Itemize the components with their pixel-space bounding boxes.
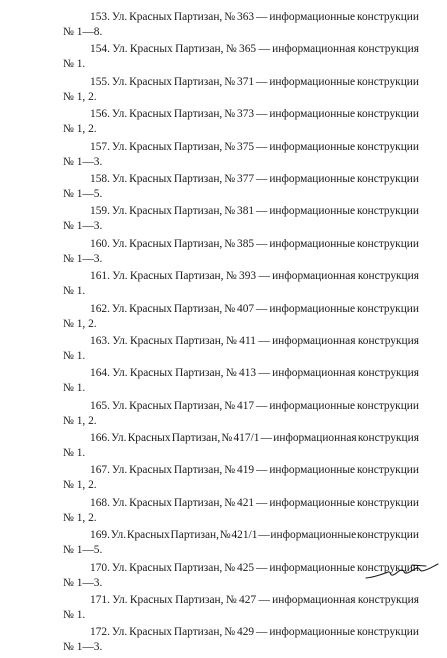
entry-word: Ул.	[111, 464, 128, 477]
entry-word: №	[224, 75, 236, 88]
entry-word: —	[256, 237, 268, 250]
entry-word: №	[224, 399, 236, 412]
entry-word: Красных	[129, 496, 172, 509]
entry-word: Ул.	[111, 11, 128, 23]
entry-word: Партизан,	[173, 140, 223, 153]
entry-word: 417	[237, 399, 255, 412]
entry-word: конструкция	[357, 432, 419, 445]
list-item	[63, 107, 419, 139]
entry-word: №	[224, 11, 236, 23]
entry-word: 363	[237, 11, 255, 23]
entry-word: №	[225, 270, 237, 283]
entry-line	[63, 463, 419, 478]
list-item	[63, 593, 419, 625]
entry-word: —	[256, 399, 268, 412]
entry-word: конструкции	[357, 399, 419, 412]
list-item	[63, 528, 419, 560]
entry-word: информационные	[269, 205, 356, 218]
entry-word: Красных	[126, 529, 170, 542]
entry-word: —	[258, 367, 270, 380]
entry-word: 172.	[90, 626, 110, 639]
entry-word: №	[225, 367, 237, 380]
entry-word: №	[225, 43, 237, 56]
entry-word: информационные	[269, 561, 356, 574]
entry-word: Красных	[129, 140, 172, 153]
entry-continuation: № 1—8.	[63, 26, 103, 38]
entry-word: —	[256, 11, 268, 23]
entry-word: 425	[237, 561, 255, 574]
entry-line	[63, 366, 419, 381]
entry-continuation: № 1, 2.	[63, 511, 97, 524]
entry-word: Ул.	[111, 205, 128, 218]
entry-word: 421/1	[231, 529, 258, 542]
entry-word: Партизан,	[173, 561, 223, 574]
entry-line	[63, 42, 419, 57]
entry-word: Красных	[129, 399, 172, 412]
entry-word: 365	[239, 43, 257, 56]
entry-continuation: № 1—3.	[63, 252, 103, 265]
entry-word: 429	[237, 626, 255, 639]
entry-word: Партизан,	[175, 43, 224, 56]
entry-word: №	[224, 108, 236, 121]
entry-continuation: № 1—3.	[63, 641, 103, 654]
entry-word: информационная	[272, 270, 356, 283]
entry-word: —	[256, 140, 268, 153]
entry-word: 171.	[90, 594, 110, 607]
entry-word: —	[256, 172, 268, 185]
entry-word: №	[224, 561, 236, 574]
entry-word: информационные	[269, 626, 356, 639]
list-item	[63, 269, 419, 301]
entry-continuation: № 1, 2.	[63, 123, 97, 136]
entry-word: —	[258, 334, 270, 347]
entry-word: Ул.	[111, 75, 128, 88]
entry-continuation: № 1.	[63, 349, 86, 362]
entry-word: Красных	[129, 75, 172, 88]
entry-line	[63, 107, 419, 122]
entry-word: Партизан,	[170, 529, 219, 542]
entry-word: информационная	[272, 594, 356, 607]
entry-word: Ул.	[112, 43, 128, 56]
entry-word: Партизан,	[173, 237, 223, 250]
entry-word: —	[256, 626, 268, 639]
entry-word: конструкция	[357, 43, 419, 56]
entry-word: Красных	[129, 11, 172, 23]
entry-word: Партизан,	[173, 205, 223, 218]
entry-word: информационные	[269, 11, 356, 23]
entry-word: 168.	[90, 496, 110, 509]
entry-word: информационные	[270, 529, 357, 542]
entry-word: Красных	[129, 108, 172, 121]
list-item	[63, 334, 419, 366]
entry-word: 154.	[90, 43, 110, 56]
list-item	[63, 302, 419, 334]
entry-word: 427	[239, 594, 257, 607]
entry-word: Красных	[129, 172, 172, 185]
entry-word: Ул.	[111, 302, 128, 315]
entry-word: Ул.	[112, 367, 128, 380]
entry-word: №	[224, 140, 236, 153]
entry-word: информационная	[273, 432, 357, 445]
entry-word: Ул.	[111, 496, 128, 509]
entry-word: Ул.	[111, 108, 128, 121]
entry-word: 159.	[90, 205, 110, 218]
entry-word: —	[256, 561, 268, 574]
entry-word: информационные	[269, 496, 356, 509]
list-item	[63, 463, 419, 495]
entry-word: 161.	[90, 270, 110, 283]
entry-line	[63, 237, 419, 252]
entry-line	[63, 204, 419, 219]
entry-line	[63, 496, 419, 511]
entry-word: —	[258, 43, 270, 56]
entry-line	[63, 399, 419, 414]
entry-word: информационные	[269, 172, 356, 185]
list-item	[63, 204, 419, 236]
entry-continuation: № 1—3.	[63, 155, 103, 168]
entry-word: 162.	[90, 302, 110, 315]
entry-word: №	[224, 237, 236, 250]
list-item	[63, 42, 419, 74]
entry-word: 164.	[90, 367, 110, 380]
entry-word: Партизан,	[173, 75, 223, 88]
entry-word: конструкции	[357, 108, 419, 121]
entry-word: 371	[237, 75, 255, 88]
entry-word: 167.	[90, 464, 110, 477]
signature-icon	[362, 562, 442, 580]
entry-word: 165.	[90, 399, 110, 412]
entry-word: Красных	[129, 205, 172, 218]
entry-word: информационная	[272, 334, 356, 347]
entry-word: Партизан,	[175, 594, 224, 607]
entry-word: —	[258, 529, 270, 542]
entry-continuation: № 1—5.	[63, 187, 103, 200]
entry-word: №	[224, 626, 236, 639]
entry-word: информационные	[269, 399, 356, 412]
entry-line	[63, 10, 419, 25]
entry-word: информационные	[269, 108, 356, 121]
entry-continuation: № 1—5.	[63, 544, 103, 557]
entry-word: Красных	[129, 270, 173, 283]
entry-word: 163.	[90, 334, 110, 347]
entry-continuation: № 1, 2.	[63, 90, 97, 103]
entry-word: 417/1	[233, 432, 260, 445]
entry-line	[63, 625, 419, 640]
entry-continuation: № 1—3.	[63, 576, 103, 589]
list-item	[63, 496, 419, 528]
entry-word: —	[256, 464, 268, 477]
entry-word: Ул.	[111, 626, 128, 639]
entry-word: конструкция	[357, 367, 419, 380]
entry-word: №	[224, 172, 236, 185]
entry-word: Партизан,	[175, 367, 224, 380]
entry-word: конструкции	[357, 529, 419, 542]
entry-word: Ул.	[111, 561, 128, 574]
entry-word: 158.	[90, 172, 110, 185]
entry-word: конструкция	[357, 270, 419, 283]
entry-word: конструкции	[357, 140, 419, 153]
entry-word: Партизан,	[173, 496, 223, 509]
entry-continuation: № 1, 2.	[63, 414, 97, 427]
entry-word: —	[260, 432, 273, 445]
list-item	[63, 399, 419, 431]
entry-word: Красных	[130, 334, 173, 347]
entry-word: 421	[237, 496, 255, 509]
entry-word: Партизан,	[175, 270, 224, 283]
entry-word: №	[224, 205, 236, 218]
entry-word: Партизан,	[173, 626, 223, 639]
entry-word: конструкции	[357, 205, 419, 218]
entry-word: 157.	[90, 140, 110, 153]
entry-word: 156.	[90, 108, 110, 121]
entry-word: Партизан,	[171, 432, 221, 445]
entry-word: конструкции	[357, 561, 419, 574]
entry-word: Ул.	[110, 529, 127, 542]
entry-word: Ул.	[111, 399, 128, 412]
list-item	[63, 431, 419, 463]
entry-line	[63, 140, 419, 155]
entry-word: конструкции	[357, 464, 419, 477]
entry-word: Партизан,	[175, 334, 224, 347]
entry-word: Красных	[129, 237, 172, 250]
entry-word: конструкции	[357, 172, 419, 185]
entry-continuation: № 1.	[63, 285, 86, 298]
entry-word: —	[256, 302, 268, 315]
entry-word: информационные	[269, 140, 356, 153]
entry-line	[63, 431, 419, 446]
entry-line	[63, 75, 419, 90]
entry-word: №	[225, 594, 237, 607]
entry-word: Ул.	[111, 237, 128, 250]
entry-word: Ул.	[112, 334, 128, 347]
entry-word: 160.	[90, 237, 110, 250]
entry-word: конструкции	[357, 237, 419, 250]
entry-word: информационные	[269, 464, 356, 477]
entry-continuation: № 1.	[63, 382, 86, 395]
list-item	[63, 10, 419, 42]
entry-word: №	[219, 529, 231, 542]
entry-word: конструкции	[357, 75, 419, 88]
entry-continuation: № 1.	[63, 447, 86, 460]
list-item	[63, 625, 419, 657]
entry-word: Красных	[129, 367, 173, 380]
list-item	[63, 237, 419, 269]
entry-word: Красных	[129, 561, 172, 574]
entry-continuation: № 1.	[63, 58, 86, 71]
entry-word: —	[256, 205, 268, 218]
entry-word: 381	[237, 205, 255, 218]
entry-line	[63, 334, 419, 349]
entry-list	[63, 10, 419, 658]
entry-word: 153.	[90, 11, 110, 23]
entry-word: 373	[237, 108, 255, 121]
entry-continuation: № 1—3.	[63, 220, 103, 233]
entry-word: информационные	[269, 75, 356, 88]
entry-word: 170.	[90, 561, 110, 574]
entry-word: конструкции	[357, 11, 419, 23]
entry-word: информационные	[269, 237, 356, 250]
entry-word: Ул.	[111, 432, 127, 445]
entry-word: Партизан,	[173, 302, 223, 315]
entry-word: —	[258, 270, 270, 283]
entry-word: Ул.	[112, 594, 128, 607]
list-item	[63, 75, 419, 107]
entry-word: Ул.	[112, 270, 128, 283]
entry-word: 377	[237, 172, 255, 185]
entry-word: Красных	[129, 43, 173, 56]
list-item	[63, 172, 419, 204]
entry-word: конструкции	[357, 626, 419, 639]
entry-line	[63, 302, 419, 317]
entry-word: Красных	[129, 626, 172, 639]
entry-word: —	[256, 496, 268, 509]
entry-word: конструкции	[357, 302, 419, 315]
entry-word: Ул.	[111, 172, 128, 185]
entry-word: 169.	[90, 529, 110, 542]
entry-word: 419	[237, 464, 255, 477]
entry-word: Партизан,	[173, 172, 223, 185]
entry-word: информационная	[272, 367, 356, 380]
entry-word: 166.	[90, 432, 110, 445]
entry-word: конструкция	[357, 334, 419, 347]
entry-word: информационные	[269, 302, 356, 315]
entry-word: Красных	[129, 302, 172, 315]
entry-continuation: № 1.	[63, 609, 86, 622]
entry-word: №	[224, 496, 236, 509]
entry-continuation: № 1, 2.	[63, 479, 97, 492]
entry-word: Партизан,	[173, 11, 223, 23]
entry-word: 413	[239, 367, 257, 380]
entry-word: Партизан,	[173, 399, 223, 412]
entry-line	[63, 172, 419, 187]
entry-word: Ул.	[111, 140, 128, 153]
entry-word: конструкция	[357, 594, 419, 607]
entry-word: №	[224, 464, 236, 477]
entry-word: №	[224, 302, 236, 315]
entry-word: 375	[237, 140, 255, 153]
entry-word: Красных	[129, 594, 173, 607]
entry-word: —	[256, 108, 268, 121]
entry-word: Партизан,	[173, 464, 223, 477]
entry-word: 393	[239, 270, 257, 283]
entry-word: №	[226, 334, 237, 347]
entry-line	[63, 528, 419, 543]
entry-word: №	[221, 432, 233, 445]
entry-word: 385	[237, 237, 255, 250]
entry-continuation: № 1, 2.	[63, 317, 97, 330]
entry-line	[63, 269, 419, 284]
entry-word: 411	[239, 334, 256, 347]
entry-word: Партизан,	[173, 108, 223, 121]
list-item	[63, 366, 419, 398]
entry-word: конструкции	[357, 496, 419, 509]
entry-line	[63, 593, 419, 608]
list-item	[63, 140, 419, 172]
entry-word: —	[258, 594, 270, 607]
entry-word: информационная	[272, 43, 356, 56]
entry-word: —	[256, 75, 268, 88]
entry-word: Красных	[127, 432, 171, 445]
entry-word: 407	[237, 302, 255, 315]
entry-word: 155.	[90, 75, 110, 88]
entry-word: Красных	[129, 464, 172, 477]
